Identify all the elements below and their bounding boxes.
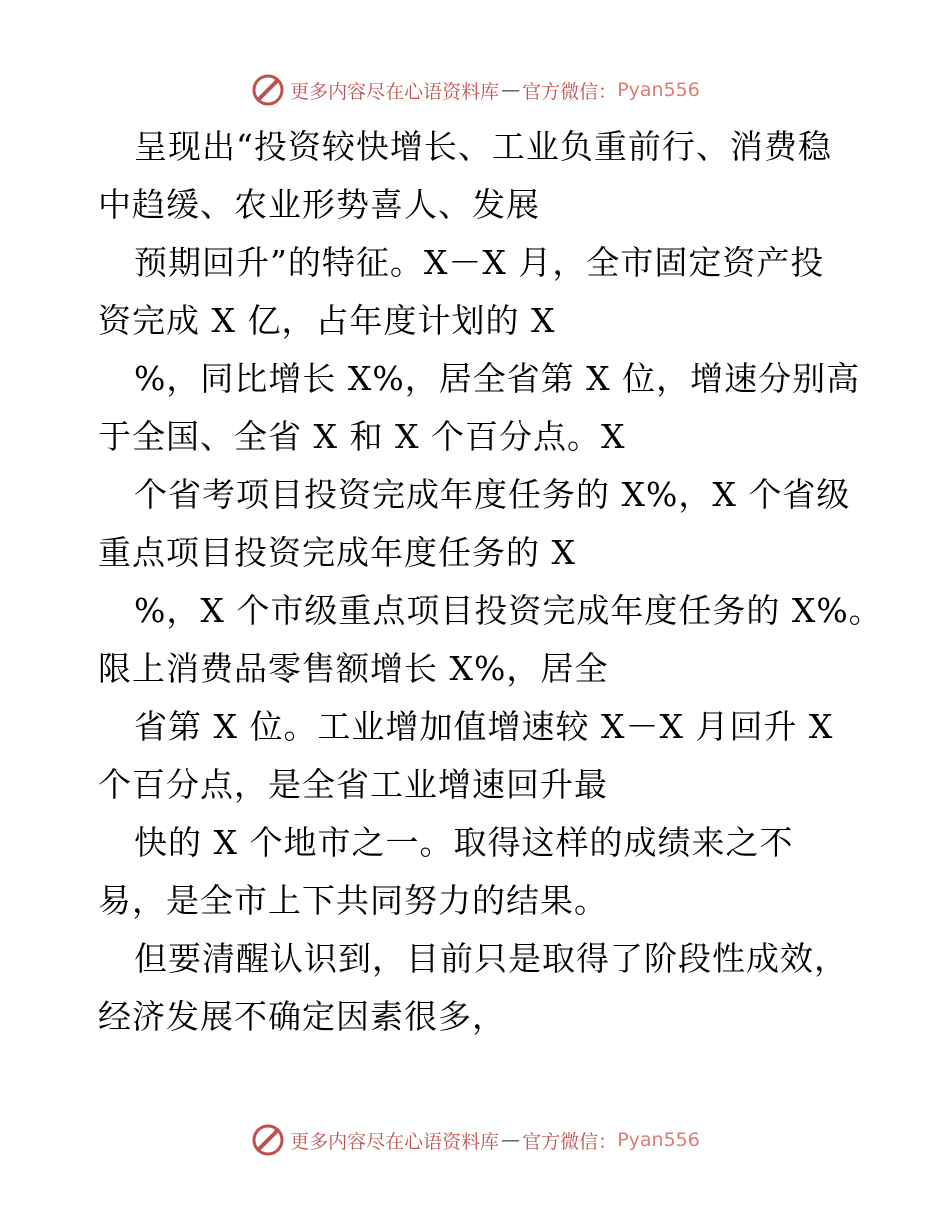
paragraph-line: 个百分点，是全省工业增速回升最: [98, 765, 608, 804]
paragraph: [98, 814, 858, 930]
header-watermark: [0, 70, 950, 110]
footer-watermark: [0, 1120, 950, 1160]
paragraph: [98, 466, 858, 582]
watermark-text: 更多内容尽在心语资料库: [290, 80, 500, 103]
paragraph-line: 限上消费品零售额增长 X%，居全: [98, 649, 609, 688]
watermark-suffix: 官方微信：: [522, 1130, 618, 1153]
paragraph-line: 呈现出“投资较快增长、工业负重前行、消费稳: [134, 127, 832, 166]
watermark-text: 更多内容尽在心语资料库: [290, 1130, 500, 1153]
paragraph-line: 资完成 X 亿，占年度计划的 X: [98, 301, 556, 340]
paragraph-line: 但要清醒认识到，目前只是取得了阶段性成效，: [134, 939, 848, 978]
paragraph-line: 重点项目投资完成年度任务的 X: [98, 533, 576, 572]
paragraph: [98, 930, 858, 1046]
paragraph-line: 易，是全市上下共同努力的结果。: [98, 881, 608, 920]
watermark-handle: Pyan556: [617, 79, 700, 101]
watermark-handle: Pyan556: [617, 1129, 700, 1151]
paragraph-line: 快的 X 个地市之一。取得这样的成绩来之不: [134, 823, 794, 862]
paragraph-line: %，X 个市级重点项目投资完成年度任务的 X%。: [134, 591, 883, 630]
paragraph-line: 个省考项目投资完成年度任务的 X%，X 个省级: [134, 475, 851, 514]
paragraph: [98, 698, 858, 814]
paragraph-line: 省第 X 位。工业增加值增速较 X－X 月回升 X: [134, 707, 834, 746]
brush-logo-icon: [250, 72, 286, 108]
paragraph-line: 预期回升”的特征。X－X 月，全市固定资产投: [134, 243, 825, 282]
paragraph-line: %，同比增长 X%，居全省第 X 位，增速分别高: [134, 359, 861, 398]
document-body: [98, 118, 883, 1046]
paragraph-line: 经济发展不确定因素很多，: [98, 997, 506, 1036]
watermark-separator: —: [501, 79, 521, 101]
paragraph-line: 于全国、全省 X 和 X 个百分点。X: [98, 417, 626, 456]
paragraph-line: 中趋缓、农业形势喜人、发展: [98, 185, 540, 224]
paragraph: [98, 234, 858, 350]
paragraph: [98, 582, 883, 698]
brush-logo-icon: [250, 1122, 286, 1158]
paragraph: [98, 350, 861, 466]
watermark-separator: —: [501, 1129, 521, 1151]
paragraph: [98, 118, 858, 234]
watermark-suffix: 官方微信：: [522, 80, 618, 103]
